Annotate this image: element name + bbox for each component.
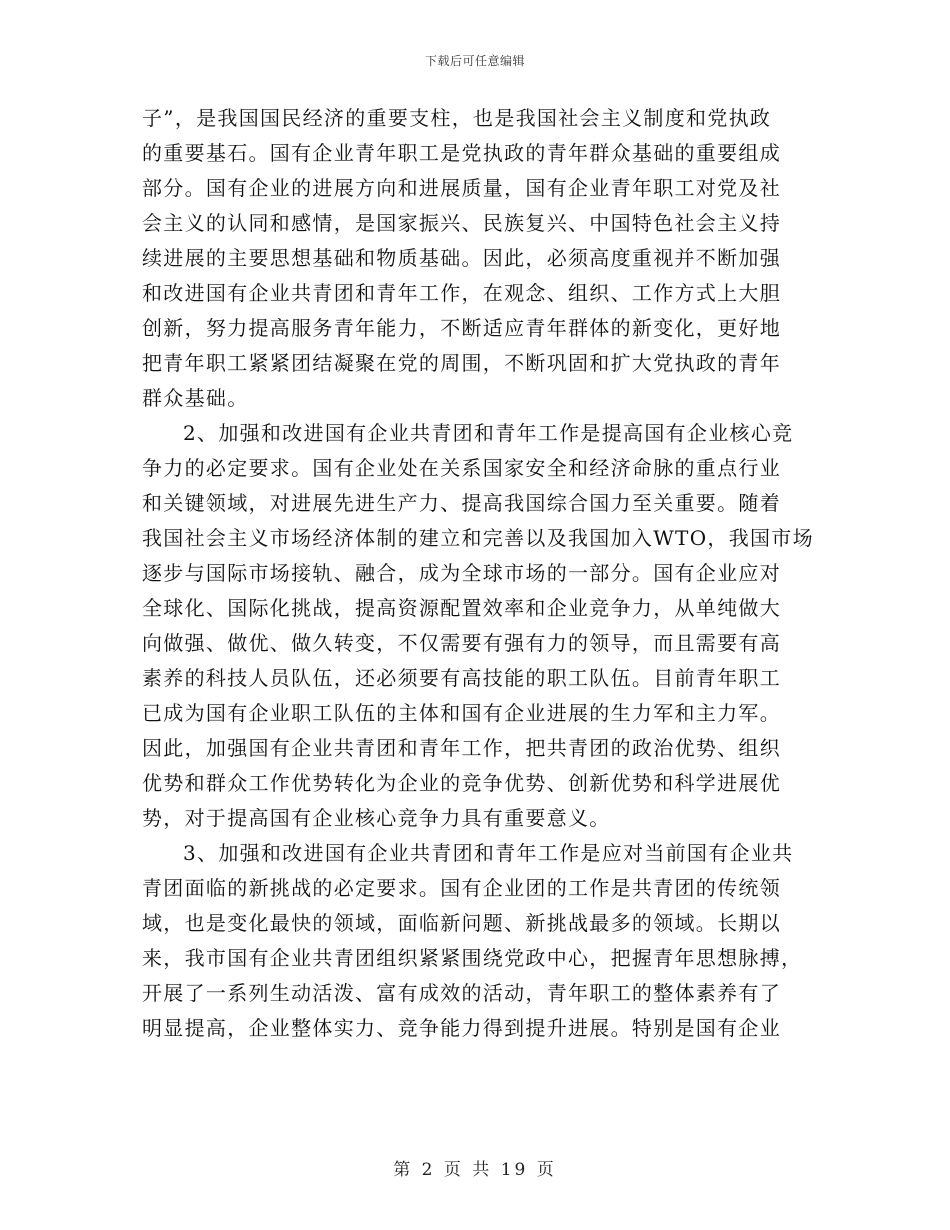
text-line: 把青年职工紧紧团结凝聚在党的周围，不断巩固和扩大党执政的青年 — [142, 351, 781, 375]
text-line: 会主义的认同和感情，是国家振兴、民族复兴、中国特色社会主义持 — [142, 211, 781, 235]
text-line: 我国社会主义市场经济体制的建立和完善以及我国加入WTO，我国市场 — [142, 526, 814, 550]
text-line: 域，也是变化最快的领域，面临新问题、新挑战最多的领域。长期以 — [142, 911, 781, 935]
paragraph-start-line: 2、加强和改进国有企业共青团和青年工作是提高国有企业核心竞 — [183, 421, 794, 445]
paragraph-start-line: 3、加强和改进国有企业共青团和青年工作是应对当前国有企业共 — [183, 841, 794, 865]
text-line: 子”，是我国国民经济的重要支柱，也是我国社会主义制度和党执政 — [142, 106, 772, 130]
text-line: 向做强、做优、做久转变，不仅需要有强有力的领导，而且需要有高 — [142, 631, 781, 655]
text-line: 因此，加强国有企业共青团和青年工作，把共青团的政治优势、组织 — [142, 736, 781, 760]
text-line: 已成为国有企业职工队伍的主体和国有企业进展的生力军和主力军。 — [142, 701, 781, 725]
text-line: 素养的科技人员队伍，还必须要有高技能的职工队伍。目前青年职工 — [142, 666, 781, 690]
text-line: 优势和群众工作优势转化为企业的竞争优势、创新优势和科学进展优 — [142, 771, 781, 795]
text-line: 和改进国有企业共青团和青年工作，在观念、组织、工作方式上大胆 — [142, 281, 781, 305]
text-line: 逐步与国际市场接轨、融合，成为全球市场的一部分。国有企业应对 — [142, 561, 781, 585]
text-line: 开展了一系列生动活泼、富有成效的活动，青年职工的整体素养有了 — [142, 981, 781, 1005]
page-number-footer: 第 2 页 共 19 页 — [393, 1160, 557, 1180]
text-line: 群众基础。 — [142, 386, 249, 410]
document-body — [142, 101, 818, 1046]
text-line: 明显提高，企业整体实力、竞争能力得到提升进展。特别是国有企业 — [142, 1016, 781, 1040]
text-line: 创新，努力提高服务青年能力，不断适应青年群体的新变化，更好地 — [142, 316, 781, 340]
text-line: 青团面临的新挑战的必定要求。国有企业团的工作是共青团的传统领 — [142, 876, 781, 900]
text-line: 来，我市国有企业共青团组织紧紧围绕党政中心，把握青年思想脉搏， — [142, 946, 803, 970]
text-line: 全球化、国际化挑战，提高资源配置效率和企业竞争力，从单纯做大 — [142, 596, 781, 620]
text-line: 争力的必定要求。国有企业处在关系国家安全和经济命脉的重点行业 — [142, 456, 781, 480]
text-line: 和关键领域，对进展先进生产力、提高我国综合国力至关重要。随着 — [142, 491, 781, 515]
text-line: 势，对于提高国有企业核心竞争力具有重要意义。 — [142, 806, 611, 830]
text-line: 部分。国有企业的进展方向和进展质量，国有企业青年职工对党及社 — [142, 176, 781, 200]
page-header: 下载后可任意编辑 — [424, 54, 525, 68]
text-line: 续进展的主要思想基础和物质基础。因此，必须高度重视并不断加强 — [142, 246, 781, 270]
text-line: 的重要基石。国有企业青年职工是党执政的青年群众基础的重要组成 — [142, 141, 781, 165]
